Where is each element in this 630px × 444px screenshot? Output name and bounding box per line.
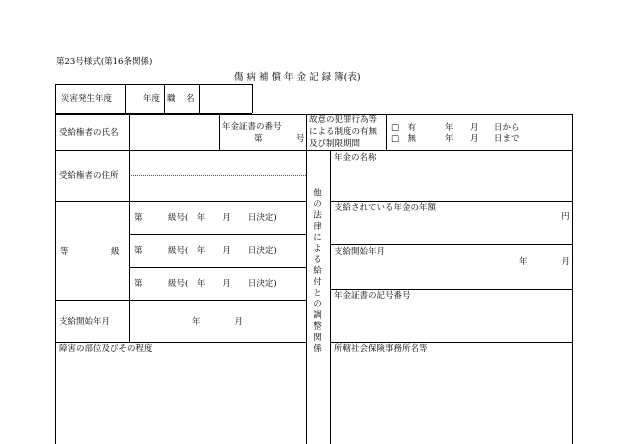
ym-label: 年 月 <box>519 257 571 267</box>
injury-label: 障害の部位及びその程度 <box>59 344 153 354</box>
no-month-label: 月 <box>470 134 479 144</box>
form-title: 傷 病 補 償 年 金 記 録 簿(表) <box>234 72 361 83</box>
form-number: 第23号様式(第16条関係) <box>56 57 153 67</box>
job-label: 職 <box>167 94 176 104</box>
recipient-name-label: 受給権者の氏名 <box>59 128 119 138</box>
yes-month-label: 月 <box>470 123 479 133</box>
payment-start-value: 年 月 <box>192 317 244 327</box>
pay-start-ym-label: 支給開始年月 <box>334 247 386 257</box>
go-label: 号 <box>296 134 305 144</box>
yes-checkbox[interactable]: □ 有 <box>391 123 417 133</box>
payment-start-label: 支給開始年月 <box>59 317 111 327</box>
cert-symbol-label: 年金証書の記号番号 <box>334 291 411 301</box>
pension-annual-label: 支給されている年金の年額 <box>334 203 437 213</box>
yes-from-label: 日から <box>494 123 520 133</box>
grade-row-3: 第 級号( 年 月 日決定) <box>134 279 277 289</box>
dai-label: 第 <box>254 134 263 144</box>
grade-row-2: 第 級号( 年 月 日決定) <box>134 246 277 256</box>
recipient-address-label: 受給権者の住所 <box>59 171 119 181</box>
pension-cert-number-label: 年金証書の番号 <box>222 122 282 132</box>
crime-label-3: 及び制限期間 <box>309 139 361 149</box>
crime-label-1: 故意の犯罪行為等 <box>309 115 378 125</box>
grade-row-1: 第 級号( 年 月 日決定) <box>134 213 277 223</box>
yen-label: 円 <box>561 212 570 222</box>
no-checkbox[interactable]: □ 無 <box>391 134 417 144</box>
grade-label: 等 級 <box>60 247 120 257</box>
office-label: 所轄社会保険事務所名等 <box>334 344 428 354</box>
pension-name-label: 年金の名称 <box>334 153 377 163</box>
year-unit-label: 年度 <box>143 94 161 104</box>
yes-year-label: 年 <box>445 123 454 133</box>
disaster-year-label: 災害発生年度 <box>61 94 113 104</box>
adjustment-label: 他の法律による給付との調整関係 <box>311 188 322 355</box>
no-year-label: 年 <box>445 134 454 144</box>
job-label-2: 名 <box>186 94 195 104</box>
no-until-label: 日まで <box>494 134 520 144</box>
crime-label-2: による制度の有無 <box>309 127 378 137</box>
